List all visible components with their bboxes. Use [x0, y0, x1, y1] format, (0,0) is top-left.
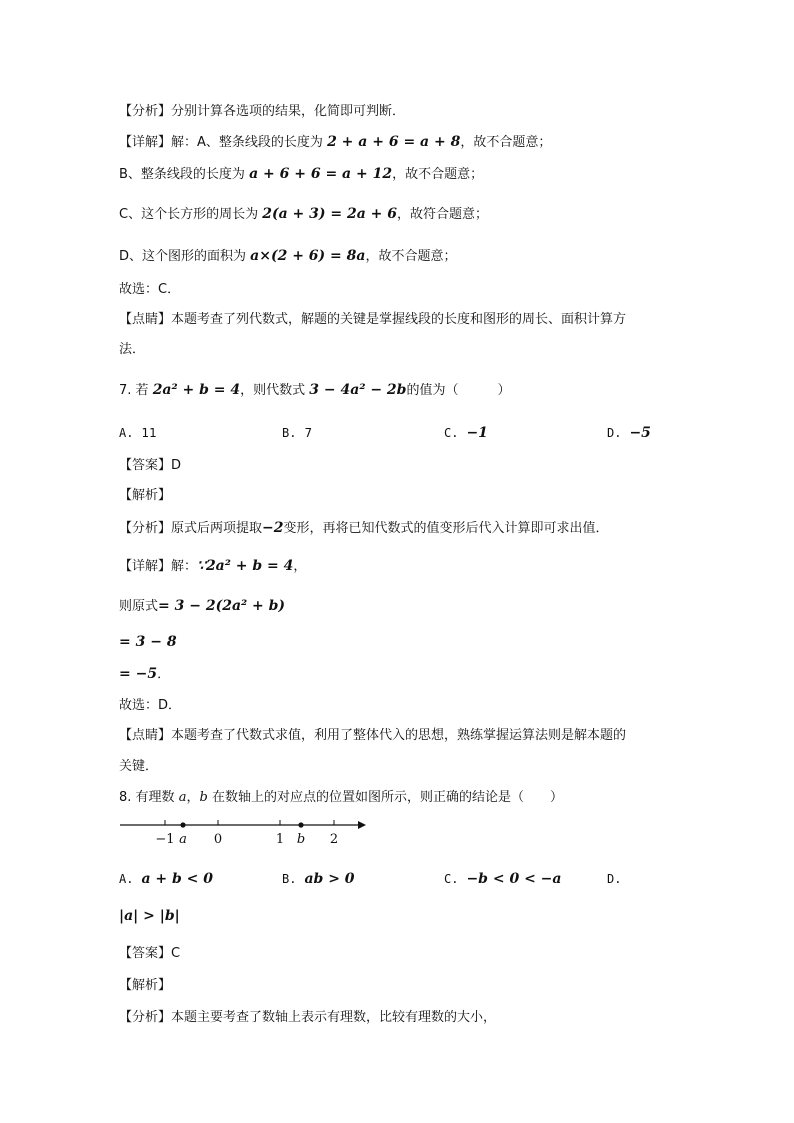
detail-text: ，故不合题意； — [392, 167, 484, 182]
detail-text: ， — [293, 559, 307, 574]
option-value: −b < 0 < −a — [466, 871, 562, 887]
math-expr: ∵2a² + b = 4 — [197, 558, 294, 574]
detail-text: ，故不合题意； — [365, 249, 457, 264]
math-expr: 2a² + b = 4 — [152, 382, 241, 398]
option-value: −5 — [629, 425, 651, 441]
analysis-text: 本题主要考查了数轴上表示有理数，比较有理数的大小， — [171, 1010, 497, 1025]
step-1 — [119, 598, 285, 615]
analysis-tag: 【分析】 — [119, 1010, 172, 1025]
step-2 — [119, 634, 177, 651]
remark-line — [119, 312, 626, 328]
math-expr: = −5 — [119, 666, 158, 682]
option-key: C. — [444, 426, 459, 440]
detail-line-d — [119, 248, 456, 265]
remark-7-line-2: 关键． — [119, 759, 159, 774]
q8-option-b — [282, 871, 355, 887]
solution-header-8: 【解析】 — [119, 978, 172, 993]
math-expr: 2 + a + 6 = a + 8 — [327, 134, 461, 150]
question-text: 的值为（ ） — [406, 383, 511, 398]
question-text: 在数轴上的对应点的位置如图所示，则正确的结论是（ ） — [211, 790, 563, 805]
tick-label: 1 — [275, 832, 285, 847]
axis-arrow-icon — [358, 821, 366, 829]
option-key: A. — [119, 426, 134, 440]
q8-option-d — [607, 871, 629, 887]
analysis-line — [119, 104, 405, 120]
math-expr: 2(a + 3) = 2a + 6 — [262, 206, 398, 222]
q7-option-b — [282, 425, 312, 441]
math-expr: 3 − 4a² − 2b — [309, 382, 407, 398]
choice-line: 故选：C． — [119, 282, 181, 297]
remark-line-2: 法． — [119, 342, 146, 357]
detail-text: 解： — [171, 559, 198, 574]
analysis-8 — [119, 1010, 496, 1026]
point-a-dot — [180, 822, 185, 827]
detail-line-a — [119, 134, 551, 151]
answer-8: 【答案】C — [119, 946, 181, 961]
answer-7: 【答案】D — [119, 458, 182, 473]
detail-line-b — [119, 166, 483, 183]
math-expr: a×(2 + 6) = 8a — [250, 248, 366, 264]
remark-tag: 【点睛】 — [119, 728, 172, 743]
option-key: B. — [282, 872, 297, 886]
remark-tag: 【点睛】 — [119, 312, 172, 327]
question-text: 8. 有理数 — [119, 790, 175, 805]
math-expr: = 3 − 8 — [119, 634, 177, 650]
remark-7 — [119, 728, 626, 744]
option-key: A. — [119, 872, 134, 886]
q7-option-a — [119, 425, 157, 441]
option-value: 7 — [304, 426, 313, 440]
step-text: 则原式 — [119, 599, 159, 614]
math-expr: a + 6 + 6 = a + 12 — [249, 166, 393, 182]
question-7 — [119, 382, 510, 399]
remark-text: 本题考查了代数式求值，利用了整体代入的思想，熟练掌握运算法则是解本题的 — [171, 728, 627, 743]
point-a-label: a — [179, 832, 187, 847]
question-8 — [119, 790, 563, 806]
option-key: D. — [607, 426, 622, 440]
analysis-tag: 【分析】 — [119, 521, 172, 536]
q7-option-c — [444, 425, 488, 441]
detail-text: ，故不合题意； — [460, 135, 552, 150]
analysis-text: 变形，再将已知代数式的值变形后代入计算即可求出值． — [283, 521, 609, 536]
option-key: B. — [282, 426, 297, 440]
option-key: D. — [607, 872, 622, 886]
point-b-dot — [298, 822, 303, 827]
analysis-tag: 【分析】 — [119, 104, 172, 119]
option-value: −1 — [466, 425, 488, 441]
question-text: ，则代数式 — [240, 383, 306, 398]
option-value: 11 — [141, 426, 157, 440]
solution-header-7: 【解析】 — [119, 488, 172, 503]
detail-text: D、这个图形的面积为 — [119, 249, 247, 264]
detail-text: B、整条线段的长度为 — [119, 167, 245, 182]
var-a: a — [178, 790, 187, 805]
detail-line-c — [119, 206, 488, 223]
option-value: |a| > |b| — [119, 908, 180, 924]
step-text: ． — [157, 667, 171, 682]
q8-option-c — [444, 871, 561, 887]
detail-tag: 【详解】 — [119, 135, 172, 150]
step-3 — [119, 666, 170, 683]
option-value: ab > 0 — [304, 871, 355, 887]
point-b-label: b — [296, 832, 306, 847]
detail-tag: 【详解】 — [119, 559, 172, 574]
detail-text: 解：A、整条线段的长度为 — [171, 135, 323, 150]
detail-7 — [119, 558, 306, 575]
question-number: 7. 若 — [119, 383, 149, 398]
remark-text: 本题考查了列代数式，解题的关键是掌握线段的长度和图形的周长、面积计算方 — [171, 312, 627, 327]
analysis-text: 原式后两项提取 — [171, 521, 263, 536]
q8-option-a — [119, 871, 213, 887]
math-expr: −2 — [262, 520, 284, 536]
analysis-7 — [119, 520, 609, 537]
separator: ， — [186, 790, 200, 805]
option-key: C. — [444, 872, 459, 886]
math-expr: = 3 − 2(2a² + b) — [158, 598, 286, 614]
option-value: a + b < 0 — [141, 871, 214, 887]
number-line-figure — [118, 815, 368, 851]
tick-label: −1 — [155, 832, 175, 847]
tick-label: 0 — [213, 832, 223, 847]
detail-text: ，故符合题意； — [397, 207, 489, 222]
choice-7: 故选：D． — [119, 698, 182, 713]
detail-text: C、这个长方形的周长为 — [119, 207, 259, 222]
q7-option-d — [607, 425, 651, 441]
var-b: b — [199, 790, 208, 805]
analysis-text: 分别计算各选项的结果，化简即可判断． — [171, 104, 406, 119]
tick-label: 2 — [329, 832, 339, 847]
q8-option-d-value — [119, 908, 180, 925]
